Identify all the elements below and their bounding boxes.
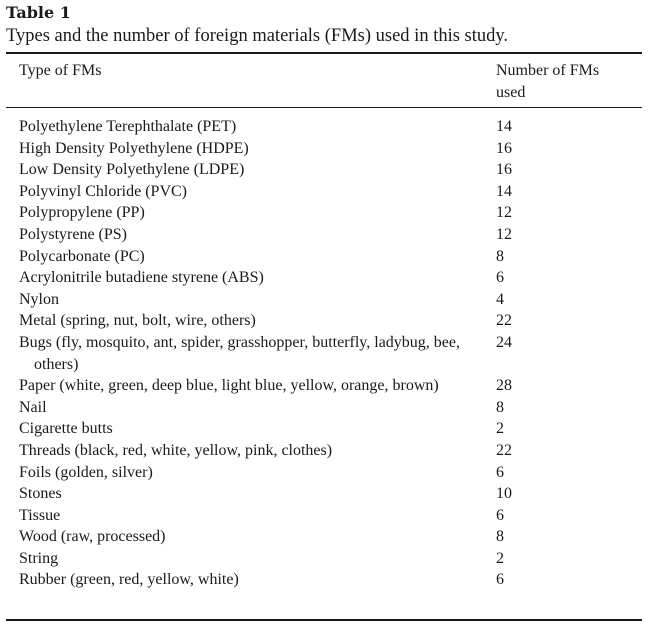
- table-row: [0, 202, 650, 224]
- table-row: [0, 397, 650, 419]
- table-row: [0, 116, 650, 138]
- cell-number-used: 6: [496, 269, 504, 287]
- cell-number-used: 2: [496, 420, 504, 438]
- cell-type-of-fm: Tissue: [19, 506, 61, 524]
- cell-type-of-fm: Rubber (green, red, yellow, white): [19, 571, 239, 589]
- cell-number-used: 6: [496, 463, 504, 481]
- header-number-of-fms: [496, 60, 626, 104]
- cell-number-used: 14: [496, 182, 512, 200]
- table-row: [0, 159, 650, 181]
- cell-type-of-fm: Nylon: [19, 290, 59, 308]
- cell-number-used: 6: [496, 571, 504, 589]
- cell-type-of-fm: Acrylonitrile butadiene styrene (ABS): [19, 269, 264, 287]
- cell-number-used: 16: [496, 161, 512, 179]
- table-body: [0, 116, 650, 591]
- cell-type-of-fm: Nail: [19, 398, 47, 416]
- cell-number-used: 28: [496, 377, 512, 395]
- cell-number-used: 16: [496, 139, 512, 157]
- table-row: [0, 462, 650, 484]
- cell-type-of-fm: Polyvinyl Chloride (PVC): [19, 182, 188, 200]
- header-number-line1: Number of FMs: [496, 62, 600, 79]
- cell-type-of-fm: Cigarette butts: [19, 420, 113, 438]
- cell-number-used: 22: [496, 441, 512, 459]
- cell-number-used: 4: [496, 290, 504, 308]
- cell-type-of-fm: High Density Polyethylene (HDPE): [19, 139, 249, 157]
- cell-type-of-fm: Wood (raw, processed): [19, 528, 166, 546]
- cell-type-of-fm: Threads (black, red, white, yellow, pink, clothes): [19, 441, 333, 459]
- table-row: [0, 332, 650, 375]
- table-row: [0, 310, 650, 332]
- table-row: [0, 418, 650, 440]
- cell-number-used: 14: [496, 118, 512, 135]
- table-row: [0, 548, 650, 570]
- cell-type-of-fm: Metal (spring, nut, bolt, wire, others): [19, 312, 256, 330]
- table-row: [0, 246, 650, 268]
- cell-number-used: 22: [496, 312, 512, 330]
- cell-number-used: 12: [496, 225, 512, 243]
- table-row: [0, 375, 650, 397]
- top-rule: [6, 52, 642, 54]
- header-rule: [6, 107, 642, 108]
- cell-type-of-fm: Foils (golden, silver): [19, 463, 153, 481]
- cell-type-of-fm: Bugs (fly, mosquito, ant, spider, grasshopper, butterfly, ladybug, bee, others): [19, 333, 461, 373]
- table-row: [0, 483, 650, 505]
- table-row: [0, 526, 650, 548]
- table-row: [0, 224, 650, 246]
- cell-type-of-fm: Paper (white, green, deep blue, light blue, yellow, orange, brown): [19, 377, 439, 395]
- cell-number-used: 12: [496, 204, 512, 222]
- cell-number-used: 10: [496, 485, 512, 503]
- table-row: [0, 440, 650, 462]
- bottom-rule: [6, 619, 642, 621]
- header-number-line2: used: [496, 84, 526, 101]
- cell-type-of-fm: Polyethylene Terephthalate (PET): [19, 118, 237, 135]
- table-label: Table 1: [6, 3, 71, 22]
- table-row: [0, 569, 650, 591]
- cell-number-used: 8: [496, 528, 504, 546]
- cell-type-of-fm: Polycarbonate (PC): [19, 247, 145, 265]
- table-row: [0, 138, 650, 160]
- table-row: [0, 181, 650, 203]
- table-row: [0, 267, 650, 289]
- cell-type-of-fm: Polypropylene (PP): [19, 204, 145, 222]
- table-title: Types and the number of foreign materials (FMs) used in this study.: [6, 26, 509, 46]
- table-row: [0, 289, 650, 311]
- cell-number-used: 2: [496, 549, 504, 567]
- cell-number-used: 6: [496, 506, 504, 524]
- cell-type-of-fm: String: [19, 549, 59, 567]
- cell-number-used: 24: [496, 333, 512, 351]
- header-type-of-fms: Type of FMs: [19, 62, 102, 79]
- cell-type-of-fm: Polystyrene (PS): [19, 225, 127, 243]
- cell-type-of-fm: Stones: [19, 485, 62, 503]
- cell-type-of-fm: Low Density Polyethylene (LDPE): [19, 161, 245, 179]
- cell-number-used: 8: [496, 247, 504, 265]
- table-caption: [6, 2, 646, 48]
- cell-number-used: 8: [496, 398, 504, 416]
- table-row: [0, 505, 650, 527]
